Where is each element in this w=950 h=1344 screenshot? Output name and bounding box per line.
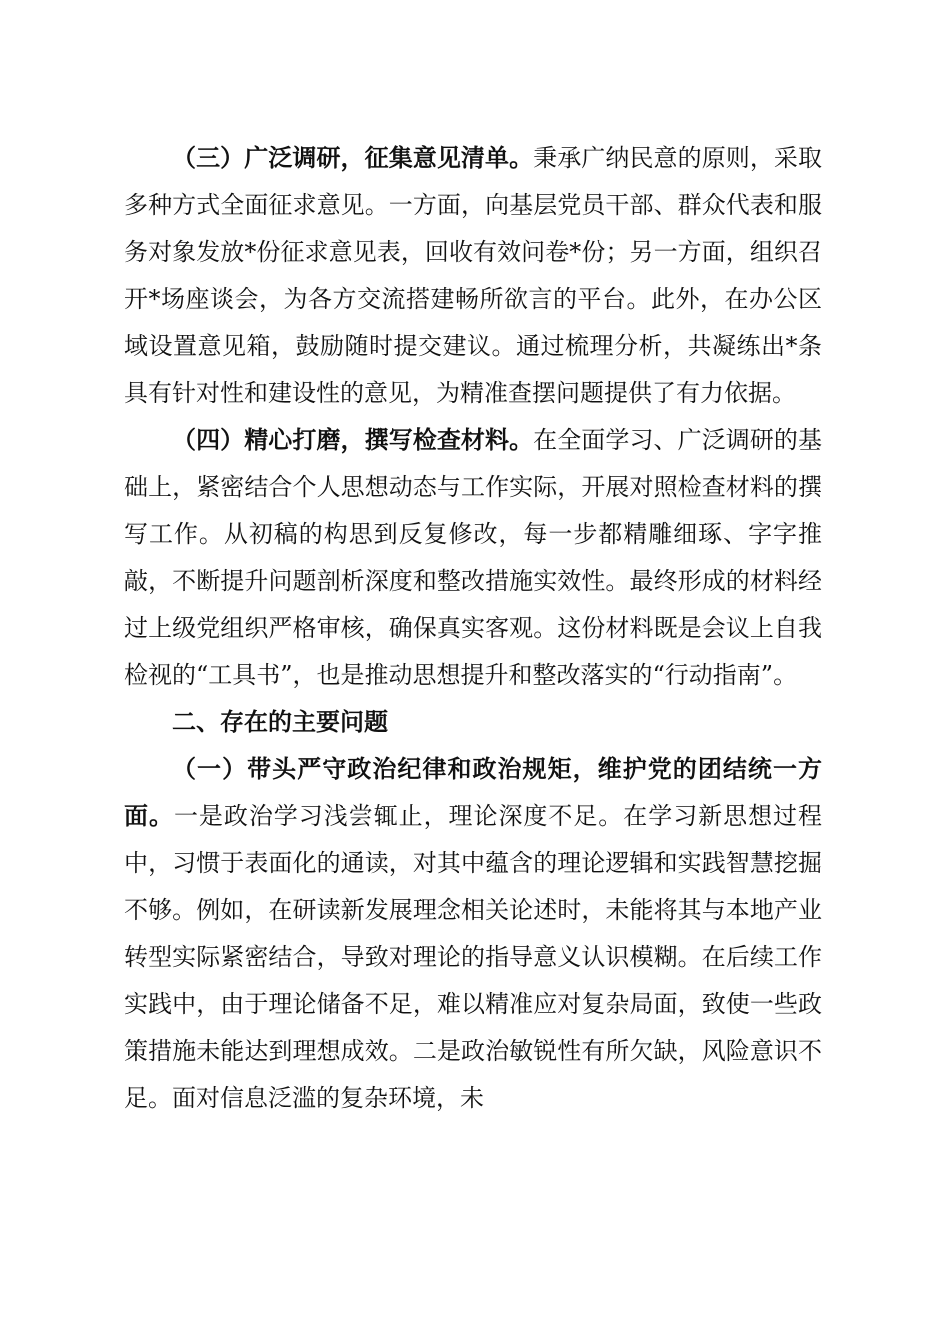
document-page bbox=[124, 135, 822, 1122]
paragraph-lead: （一）带头严守政治纪律和政治规矩，维护党的团结统一方面。 bbox=[124, 755, 822, 830]
paragraph-research bbox=[124, 135, 822, 417]
paragraph-lead: （三）广泛调研，征集意见清单。 bbox=[172, 144, 534, 172]
section-heading: 二、存在的主要问题 bbox=[172, 708, 388, 736]
paragraph-drafting bbox=[124, 417, 822, 699]
paragraph-political-discipline bbox=[124, 746, 822, 1122]
paragraph-body: 秉承广纳民意的原则，采取多种方式全面征求意见。一方面，向基层党员干部、群众代表和服务对象发放*份征求意见表，回收有效问卷*份；另一方面，组织召开*场座谈会，为各方交流搭建畅所欲言的平台。此外，在办公区域设置意见箱，鼓励随时提交建议。通过梳理分析，共凝练出*条具有针对性和建设性的意见，为精准查摆问题提供了有力依据。 bbox=[124, 144, 823, 407]
paragraph-body: 一是政治学习浅尝辄止，理论深度不足。在学习新思想过程中，习惯于表面化的通读，对其中蕴含的理论逻辑和实践智慧挖掘不够。例如，在研读新发展理念相关论述时，未能将其与本地产业转型实际紧密结合，导致对理论的指导意义认识模糊。在后续工作实践中，由于理论储备不足，难以精准应对复杂局面，致使一些政策措施未能达到理想成效。二是政治敏锐性有所欠缺，风险意识不足。面对信息泛滥的复杂环境，未 bbox=[124, 802, 823, 1112]
paragraph-body: 在全面学习、广泛调研的基础上，紧密结合个人思想动态与工作实际，开展对照检查材料的撰写工作。从初稿的构思到反复修改，每一步都精雕细琢、字字推敲，不断提升问题剖析深度和整改措施实效性。最终形成的材料经过上级党组织严格审核，确保真实客观。这份材料既是会议上自我检视的“工具书”，也是推动思想提升和整改落实的“行动指南”。 bbox=[124, 426, 823, 689]
paragraph-lead: （四）精心打磨，撰写检查材料。 bbox=[172, 426, 534, 454]
